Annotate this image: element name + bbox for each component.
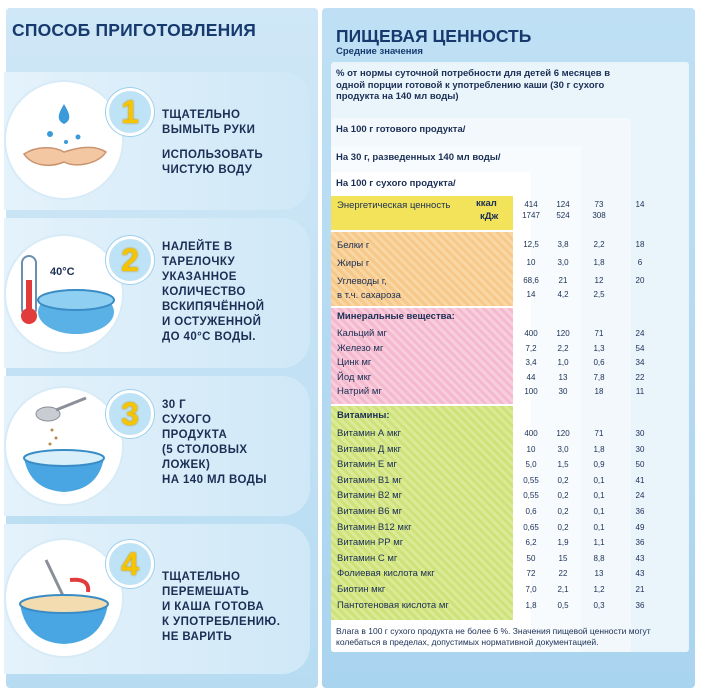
vitamin-row-8-value-4: 43 bbox=[635, 553, 645, 563]
vitamin-row-label: Биотин мкг bbox=[337, 584, 386, 595]
vitamin-row-6-value-2: 0,2 bbox=[557, 522, 569, 532]
vitamin-row-6-value-3: 0,1 bbox=[593, 522, 605, 532]
macro-row-2-value-3: 12 bbox=[594, 276, 604, 285]
energy-kj-value-1: 1747 bbox=[522, 211, 540, 220]
mineral-row-1-value-3: 1,3 bbox=[593, 343, 605, 353]
vitamin-row-label: Витамин В2 мг bbox=[337, 490, 403, 502]
vitamin-row-0-value-1: 400 bbox=[524, 429, 538, 438]
macro-row-label: Жиры г bbox=[337, 258, 370, 269]
ready-product-header: На 100 г готового продукта/ bbox=[336, 124, 466, 135]
spoon-bowl-icon bbox=[6, 388, 122, 504]
mineral-row-1-value-2: 2,2 bbox=[557, 343, 569, 353]
preparation-title: СПОСОБ ПРИГОТОВЛЕНИЯ bbox=[12, 20, 257, 40]
energy-kcal-value-4: 14 bbox=[635, 200, 645, 209]
vitamin-row-3-value-2: 0,2 bbox=[557, 475, 569, 485]
macro-row-label: Белки г bbox=[337, 240, 370, 251]
mineral-row-4-value-2: 30 bbox=[558, 387, 568, 396]
vitamin-row-5-value-3: 0,1 bbox=[593, 507, 605, 516]
mineral-row-label: Кальций мг bbox=[337, 328, 388, 339]
mineral-row-1-value-4: 54 bbox=[635, 343, 645, 353]
step-1-text: ТЩАТЕЛЬНО ВЫМЫТЬ РУКИ ИСПОЛЬЗОВАТЬ ЧИСТУЮ ВОДУ bbox=[162, 109, 264, 176]
percent-norm-header: % от нормы суточной потребности для детей 6 месяцев в одной порции готовой к употреблению каши (30 г сухого продукта на 140 мл воды) bbox=[336, 68, 611, 102]
mineral-row-4-value-4: 11 bbox=[635, 387, 645, 396]
vitamin-row-1-value-2: 3,0 bbox=[557, 444, 569, 454]
mineral-row-2-value-2: 1,0 bbox=[557, 358, 569, 367]
vitamin-row-9-value-1: 72 bbox=[526, 569, 536, 579]
vitamin-row-9-value-2: 22 bbox=[558, 569, 568, 579]
macro-row-1-value-3: 1,8 bbox=[593, 258, 605, 267]
mineral-row-0-value-1: 400 bbox=[524, 329, 538, 338]
energy-kj-value-3: 308 bbox=[592, 211, 606, 220]
macro-row-0-value-1: 12,5 bbox=[523, 240, 539, 249]
energy-kj-value-2: 524 bbox=[556, 211, 570, 220]
mineral-row-3-value-4: 22 bbox=[635, 372, 645, 382]
macro-row-2-value-1: 68,6 bbox=[523, 276, 539, 285]
mineral-row-4-value-1: 100 bbox=[524, 387, 538, 396]
vitamin-row-7-value-2: 1,9 bbox=[557, 538, 569, 548]
energy-unit-kj: кДж bbox=[480, 211, 499, 222]
macro-row-label: Углеводы г, bbox=[337, 276, 387, 287]
macro-row-3-value-3: 2,5 bbox=[593, 290, 605, 299]
macro-row-3-value-2: 4,2 bbox=[557, 290, 569, 299]
energy-kcal-value-1: 414 bbox=[524, 200, 538, 209]
vitamin-row-4-value-1: 0,55 bbox=[523, 491, 539, 501]
vitamin-row-7-value-4: 36 bbox=[635, 538, 645, 548]
vitamin-row-9-value-3: 13 bbox=[594, 569, 604, 579]
vitamin-row-6-value-1: 0,65 bbox=[523, 522, 539, 532]
energy-label: Энергетическая ценность bbox=[337, 200, 451, 211]
vitamin-row-3-value-4: 41 bbox=[635, 475, 645, 485]
mineral-row-2-value-4: 34 bbox=[635, 358, 645, 367]
step-2-number: 2 bbox=[106, 236, 154, 284]
step-3-number: 3 bbox=[106, 390, 154, 438]
vitamin-row-label: Витамин Д мкг bbox=[337, 443, 402, 455]
vitamin-row-8-value-2: 15 bbox=[558, 553, 568, 563]
macro-row-1-value-1: 10 bbox=[526, 258, 536, 267]
nutrition-title: ПИЩЕВАЯ ЦЕННОСТЬ bbox=[336, 26, 532, 46]
vitamin-row-label: Витамин Е мг bbox=[337, 459, 397, 471]
vitamin-row-0-value-4: 30 bbox=[635, 429, 645, 438]
energy-kcal-value-3: 73 bbox=[594, 200, 604, 209]
mineral-row-0-value-3: 71 bbox=[594, 329, 604, 338]
mineral-row-label: Натрий мг bbox=[337, 386, 382, 397]
dry-product-header: На 100 г сухого продукта/ bbox=[336, 178, 456, 189]
vitamin-row-4-value-3: 0,1 bbox=[593, 491, 605, 501]
macro-row-2-value-4: 20 bbox=[635, 276, 645, 285]
vitamin-row-label: Фолиевая кислота мкг bbox=[337, 568, 435, 580]
vitamin-row-5-value-1: 0,6 bbox=[525, 507, 537, 516]
vitamin-row-0-value-2: 120 bbox=[556, 429, 570, 438]
mineral-row-0-value-2: 120 bbox=[556, 329, 570, 338]
vitamin-row-2-value-4: 50 bbox=[635, 460, 645, 470]
vitamin-row-label: Витамин А мкг bbox=[337, 428, 402, 439]
vitamin-row-0-value-3: 71 bbox=[594, 429, 604, 438]
vitamin-row-9-value-4: 43 bbox=[635, 569, 645, 579]
macro-row-1-value-4: 6 bbox=[637, 258, 643, 267]
step-1-number: 1 bbox=[106, 88, 154, 136]
vitamin-row-2-value-2: 1,5 bbox=[557, 460, 569, 470]
step-4-text: ТЩАТЕЛЬНО ПЕРЕМЕШАТЬ И КАША ГОТОВА К УПОТРЕБЛЕНИЮ. НЕ ВАРИТЬ bbox=[162, 571, 281, 643]
step-3-illustration bbox=[6, 388, 122, 504]
thermometer-pot-icon bbox=[6, 236, 122, 352]
vitamin-row-11-value-3: 0,3 bbox=[593, 600, 605, 610]
vitamin-row-10-value-3: 1,2 bbox=[593, 585, 605, 594]
washing-hands-icon bbox=[6, 82, 122, 198]
mineral-row-3-value-1: 44 bbox=[526, 372, 536, 382]
vitamin-row-6-value-4: 49 bbox=[635, 522, 645, 532]
mineral-row-2-value-1: 3,4 bbox=[525, 358, 537, 367]
vitamin-row-7-value-1: 6,2 bbox=[525, 538, 537, 548]
mineral-row-label: Цинк мг bbox=[337, 357, 372, 368]
vitamin-row-label: Витамин С мг bbox=[337, 552, 398, 564]
vitamin-row-label: Витамин В12 мкг bbox=[337, 521, 412, 533]
step-2-text: НАЛЕЙТЕ В ТАРЕЛОЧКУ УКАЗАННОЕ КОЛИЧЕСТВО ВСКИПЯЧЁННОЙ И ОСТУЖЕННОЙ ДО 40°С ВОДЫ. bbox=[162, 241, 265, 343]
energy-kcal-value-2: 124 bbox=[556, 200, 570, 209]
vitamin-row-11-value-4: 36 bbox=[635, 600, 645, 610]
mineral-row-2-value-3: 0,6 bbox=[593, 358, 605, 367]
macro-row-3-value-1: 14 bbox=[526, 290, 536, 299]
macro-row-0-value-3: 2,2 bbox=[593, 240, 605, 249]
minerals-title: Минеральные вещества: bbox=[337, 311, 455, 322]
macro-row-0-value-4: 18 bbox=[635, 240, 645, 249]
vitamin-row-8-value-1: 50 bbox=[526, 553, 536, 563]
step-3-text: 30 Г СУХОГО ПРОДУКТА (5 СТОЛОВЫХ ЛОЖЕК) НА 140 МЛ ВОДЫ bbox=[162, 399, 267, 486]
macro-row-0-value-2: 3,8 bbox=[557, 240, 569, 249]
vitamin-row-label: Витамин В1 мг bbox=[337, 474, 403, 486]
vitamin-row-5-value-4: 36 bbox=[635, 507, 645, 516]
step-4-illustration bbox=[6, 540, 122, 656]
vitamin-row-2-value-3: 0,9 bbox=[593, 460, 605, 470]
vitamin-row-1-value-3: 1,8 bbox=[593, 444, 605, 454]
macro-row-label: в т.ч. сахароза bbox=[337, 290, 401, 301]
macro-row-2-value-2: 21 bbox=[558, 276, 568, 285]
mineral-row-4-value-3: 18 bbox=[594, 387, 604, 396]
vitamin-row-1-value-4: 30 bbox=[635, 444, 645, 454]
vitamin-row-10-value-2: 2,1 bbox=[557, 585, 569, 594]
mineral-row-1-value-1: 7,2 bbox=[525, 343, 537, 353]
mineral-row-label: Железо мг bbox=[337, 342, 384, 354]
vitamin-row-5-value-2: 0,2 bbox=[557, 507, 569, 516]
vitamin-row-10-value-4: 21 bbox=[635, 585, 645, 594]
step-2-illustration bbox=[6, 236, 122, 352]
mineral-row-0-value-4: 24 bbox=[635, 329, 645, 338]
portion-header: На 30 г, разведенных 140 мл воды/ bbox=[336, 152, 501, 163]
vitamin-row-label: Витамин В6 мг bbox=[337, 506, 403, 517]
vitamin-row-4-value-4: 24 bbox=[635, 491, 645, 501]
vitamin-row-1-value-1: 10 bbox=[526, 444, 536, 454]
vitamin-row-2-value-1: 5,0 bbox=[525, 460, 537, 470]
step-4-number: 4 bbox=[106, 540, 154, 588]
vitamin-row-11-value-2: 0,5 bbox=[557, 600, 569, 610]
vitamin-row-4-value-2: 0,2 bbox=[557, 491, 569, 501]
mineral-row-3-value-2: 13 bbox=[558, 372, 568, 382]
vitamin-row-11-value-1: 1,8 bbox=[525, 600, 537, 610]
step-1-illustration bbox=[6, 82, 122, 198]
vitamins-title: Витамины: bbox=[337, 410, 390, 421]
temperature-label: 40°С bbox=[50, 266, 75, 278]
vitamin-row-7-value-3: 1,1 bbox=[593, 538, 605, 548]
vitamin-row-8-value-3: 8,8 bbox=[593, 553, 605, 563]
vitamin-row-10-value-1: 7,0 bbox=[525, 585, 537, 594]
stirring-bowl-icon bbox=[6, 540, 122, 656]
energy-unit-kcal: ккал bbox=[476, 198, 497, 209]
mineral-row-3-value-3: 7,8 bbox=[593, 372, 605, 382]
vitamin-row-3-value-1: 0,55 bbox=[523, 475, 539, 485]
moisture-note: Влага в 100 г сухого продукта не более 6 %. Значения пищевой ценности могут колебаться в пределах, допустимых нормативной документацией. bbox=[336, 626, 651, 647]
vitamin-row-label: Витамин РР мг bbox=[337, 537, 404, 549]
mineral-row-label: Йод мкг bbox=[337, 371, 372, 383]
macro-row-1-value-2: 3,0 bbox=[557, 258, 569, 267]
vitamin-row-label: Пантотеновая кислота мг bbox=[337, 599, 449, 611]
nutrition-subtitle: Средние значения bbox=[336, 46, 423, 57]
vitamin-row-3-value-3: 0,1 bbox=[593, 475, 605, 485]
